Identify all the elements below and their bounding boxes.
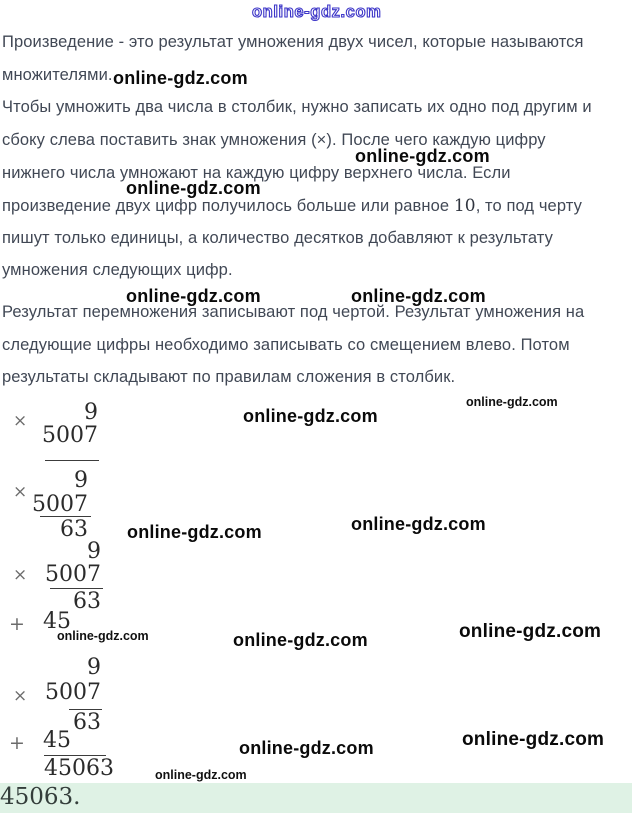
watermark-bold: online-gdz.com bbox=[243, 406, 378, 426]
math-partial-product: 45 bbox=[43, 609, 71, 634]
watermark-bold: online-gdz.com bbox=[351, 514, 486, 534]
math-product: 45063 bbox=[44, 756, 114, 781]
paragraph-line: результаты складывают по правилам сложения в столбик. bbox=[2, 368, 456, 386]
watermark-bold: online-gdz.com bbox=[239, 738, 374, 758]
math-multiplicand: 9 bbox=[84, 400, 98, 425]
math-partial-product: 63 bbox=[60, 517, 88, 542]
multiply-sign: × bbox=[13, 411, 28, 431]
math-multiplicand: 9 bbox=[87, 539, 101, 564]
paragraph-line: пишут только единицы, а количество десятков добавляют к результату bbox=[2, 229, 553, 247]
watermark-bold: online-gdz.com bbox=[233, 630, 368, 650]
paragraph-line: следующие цифры необходимо записывать со смещением влево. Потом bbox=[2, 336, 570, 354]
math-partial-product: 45 bbox=[43, 728, 71, 753]
paragraph-text: произведение двух цифр получилось больше или равное bbox=[2, 197, 454, 215]
paragraph-line: Произведение - это результат умножения двух чисел, которые называются bbox=[2, 33, 584, 51]
math-partial-product: 63 bbox=[73, 589, 101, 614]
math-multiplier: 5007 bbox=[45, 562, 101, 587]
paragraph-line: множителями. bbox=[2, 66, 113, 84]
math-multiplier: 5007 bbox=[45, 680, 101, 705]
paragraph-text: , то под черту bbox=[475, 197, 582, 215]
multiply-sign: × bbox=[13, 482, 28, 502]
math-number-inline: 10 bbox=[453, 196, 476, 216]
watermark-small: online-gdz.com bbox=[155, 768, 247, 782]
answer-text: 45063. bbox=[0, 784, 81, 810]
watermark-bold: online-gdz.com bbox=[113, 68, 248, 88]
math-multiplicand: 9 bbox=[87, 655, 101, 680]
watermark-outline-top: online-gdz.com bbox=[252, 3, 382, 21]
math-multiplier: 5007 bbox=[42, 423, 98, 448]
math-multiplier: 5007 bbox=[32, 492, 88, 517]
paragraph-line: сбоку слева поставить знак умножения (×). После чего каждую цифру bbox=[2, 131, 546, 149]
math-multiplicand: 9 bbox=[74, 468, 88, 493]
paragraph-line: нижнего числа умножают на каждую цифру верхнего числа. Если bbox=[2, 164, 511, 182]
watermark-bold: online-gdz.com bbox=[459, 621, 602, 642]
multiply-sign: × bbox=[13, 565, 28, 585]
paragraph-line: умножения следующих цифр. bbox=[2, 261, 233, 279]
watermark-bold: online-gdz.com bbox=[462, 729, 605, 750]
math-partial-product: 63 bbox=[73, 710, 101, 735]
math-rule bbox=[45, 460, 99, 461]
multiply-sign: × bbox=[13, 686, 28, 706]
answer-highlight-strip bbox=[0, 783, 632, 813]
watermark-small: online-gdz.com bbox=[57, 629, 149, 643]
plus-sign: + bbox=[9, 613, 25, 635]
watermark-bold: online-gdz.com bbox=[355, 146, 490, 166]
plus-sign: + bbox=[9, 732, 25, 754]
watermark-small: online-gdz.com bbox=[466, 395, 558, 409]
paragraph-line bbox=[2, 196, 582, 216]
paragraph-line: Результат перемножения записывают под чертой. Результат умножения на bbox=[2, 303, 585, 321]
watermark-bold: online-gdz.com bbox=[126, 286, 261, 306]
paragraph-line: Чтобы умножить два числа в столбик, нужно записать их одно под другим и bbox=[2, 98, 592, 116]
watermark-bold: online-gdz.com bbox=[127, 522, 262, 542]
watermark-bold: online-gdz.com bbox=[351, 286, 486, 306]
watermark-bold: online-gdz.com bbox=[126, 178, 261, 198]
